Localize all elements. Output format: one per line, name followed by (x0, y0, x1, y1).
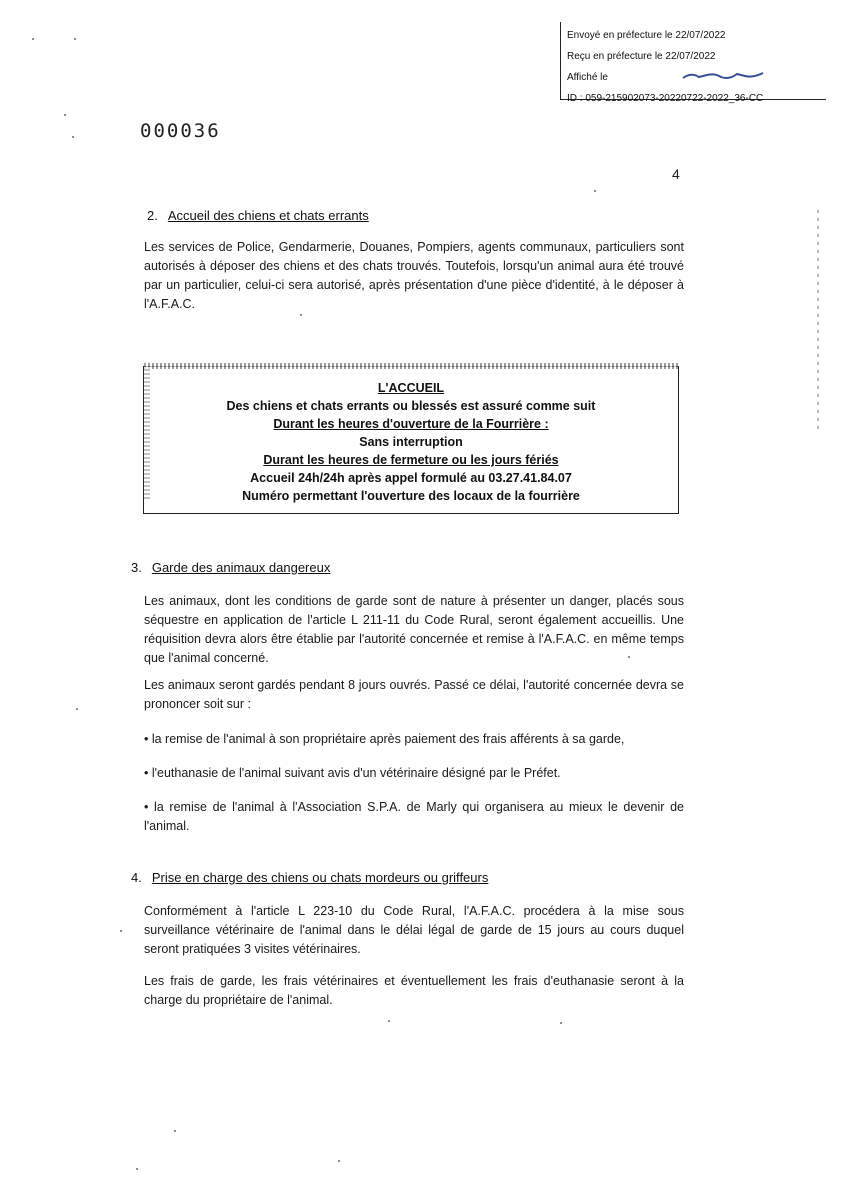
scan-speck (628, 656, 630, 658)
box-left-band (144, 367, 150, 499)
page-number: 4 (672, 166, 680, 182)
section-4-paragraph-1: Conformément à l'article L 223-10 du Code Rural, l'A.F.A.C. procédera à la mise sous surveillance vétérinaire de l'animal dans le délai légal de garde de 15 jours au cours duquel seront pratiquées 3 visites vétérinaires. (144, 904, 684, 956)
stamp-posted: Affiché le (567, 72, 608, 83)
scan-speck (594, 190, 596, 192)
scan-speck (174, 1130, 176, 1132)
section-3-heading (131, 560, 330, 575)
scan-speck (338, 1160, 340, 1162)
scan-speck (560, 1022, 562, 1024)
box-line-2: Durant les heures d'ouverture de la Fourrière : (273, 417, 549, 431)
box-line-6: Numéro permettant l'ouverture des locaux de la fourrière (242, 489, 580, 503)
box-line-3: Sans interruption (359, 435, 463, 449)
reception-box (143, 366, 679, 514)
stamp-sent: Envoyé en préfecture le 22/07/2022 (567, 30, 726, 41)
section-4-title: Prise en charge des chiens ou chats mordeurs ou griffeurs (151, 870, 489, 885)
scan-speck (120, 930, 122, 932)
document-number: 000036 (140, 120, 221, 142)
stamp-posted-line (567, 67, 826, 88)
section-4-number: 4. (131, 870, 142, 885)
section-4-paragraph-2: Les frais de garde, les frais vétérinaires et éventuellement les frais d'euthanasie seront à la charge du propriétaire de l'animal. (144, 974, 684, 1007)
box-line-1: Des chiens et chats errants ou blessés est assuré comme suit (226, 399, 596, 413)
scan-speck (76, 708, 78, 710)
scan-speck (388, 1020, 390, 1022)
section-3-bullet-2: • l'euthanasie de l'animal suivant avis d'un vétérinaire désigné par le Préfet. (144, 766, 561, 780)
prefecture-stamp (560, 22, 826, 104)
section-2-title: Accueil des chiens et chats errants (167, 208, 369, 223)
scan-speck (300, 314, 302, 316)
box-title: L'ACCUEIL (377, 381, 445, 395)
scan-speck (72, 136, 74, 138)
section-2-paragraph: Les services de Police, Gendarmerie, Douanes, Pompiers, agents communaux, particuliers sont autorisés à déposer des chiens et des chats trouvés. Toutefois, lorsqu'un animal aura été trouvé par un particulier, celui-ci sera autorisé, après présentation d'une pièce d'identité, à le déposer à l'A.F.A.C. (144, 240, 684, 311)
section-4-heading (131, 870, 488, 885)
signature-mark (681, 73, 761, 81)
section-3-number: 3. (131, 560, 142, 575)
scan-speck (74, 38, 76, 40)
section-2-number: 2. (147, 208, 158, 223)
section-3-paragraph-1: Les animaux, dont les conditions de garde sont de nature à présenter un danger, placés sous séquestre en application de l'article L 211-11 du Code Rural, seront également accueillis. Une réquisition devra alors être établie par l'autorité concernée et remise à l'A.F.A.C. en même temps que l'animal concerné. (144, 594, 684, 665)
section-3-paragraph-2: Les animaux seront gardés pendant 8 jours ouvrés. Passé ce délai, l'autorité concernée devra se prononcer soit sur : (144, 678, 684, 711)
stamp-id: ID : 059-215902073-20220722-2022_36-CC (567, 93, 764, 104)
scan-speck (32, 38, 34, 40)
section-3-title: Garde des animaux dangereux (151, 560, 331, 575)
section-2-heading (147, 208, 369, 223)
scan-speck (64, 114, 66, 116)
box-line-4: Durant les heures de fermeture ou les jours fériés (263, 453, 559, 467)
scan-speck (136, 1168, 138, 1170)
box-top-band (144, 363, 678, 369)
scan-edge-artifact (817, 210, 819, 430)
section-3-bullet-1: • la remise de l'animal à son propriétaire après paiement des frais afférents à sa garde, (144, 732, 625, 746)
stamp-received: Reçu en préfecture le 22/07/2022 (567, 51, 716, 62)
section-3-bullet-3: • la remise de l'animal à l'Association S.P.A. de Marly qui organisera au mieux le devenir de l'animal. (144, 800, 684, 833)
box-line-5: Accueil 24h/24h après appel formulé au 03.27.41.84.07 (250, 471, 572, 485)
